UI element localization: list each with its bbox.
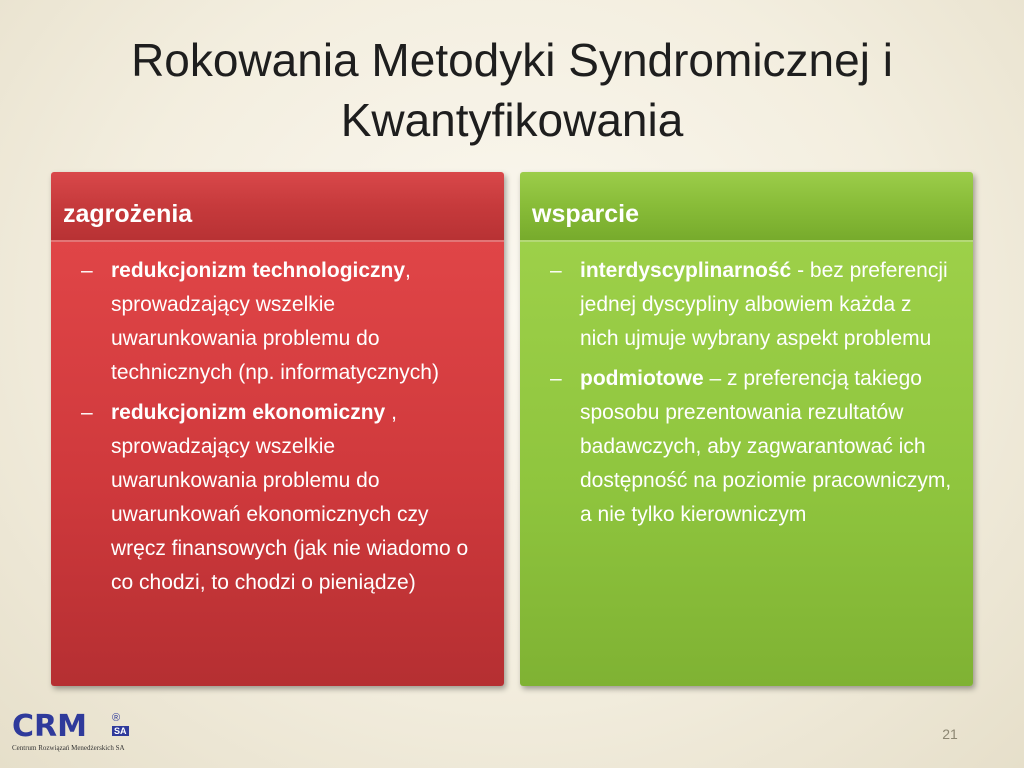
item-description: , sprowadzający wszelkie uwarunkowania problemu do technicznych (np. informatycznych) — [111, 259, 439, 384]
item-description: , sprowadzający wszelkie uwarunkowania problemu do uwarunkowań ekonomicznych czy wręcz finansowych (jak nie wiadomo o co chodzi, to chodzi o pieniądze) — [111, 401, 469, 594]
list-item — [550, 362, 953, 532]
item-term: redukcjonizm ekonomiczny — [111, 401, 386, 424]
item-description: - bez preferencji jednej dyscypliny albowiem każda z nich ujmuje wybrany aspekt problemu — [580, 259, 948, 350]
list-item — [550, 254, 953, 356]
support-list — [520, 242, 973, 686]
item-description: – z preferencją takiego sposobu prezentowania rezultatów badawczych, aby zagwarantować ich dostępność na poziomie pracowniczym, a nie tylko kierowniczym — [580, 367, 952, 526]
threats-column — [51, 172, 504, 686]
threats-header: zagrożenia — [51, 172, 504, 242]
dash-bullet-icon: – — [81, 259, 93, 282]
logo-mark: CRM — [12, 709, 87, 744]
page-number: 21 — [942, 726, 958, 742]
list-item — [81, 396, 484, 600]
support-header: wsparcie — [520, 172, 973, 242]
threats-list — [51, 242, 504, 686]
logo-subtitle: Centrum Rozwiązań Menedżerskich SA — [12, 744, 125, 752]
item-term: redukcjonizm technologiczny — [111, 259, 406, 282]
support-column — [520, 172, 973, 686]
crm-logo — [12, 709, 142, 756]
logo-suffix: SA — [114, 726, 127, 736]
dash-bullet-icon: – — [550, 367, 562, 390]
dash-bullet-icon: – — [81, 401, 93, 424]
list-item — [81, 254, 484, 390]
item-term: interdyscyplinarność — [580, 259, 792, 282]
dash-bullet-icon: – — [550, 259, 562, 282]
registered-mark: ® — [112, 712, 121, 724]
item-term: podmiotowe — [580, 367, 704, 390]
slide-title: Rokowania Metodyki Syndromicznej i Kwantyfikowania — [131, 34, 893, 146]
